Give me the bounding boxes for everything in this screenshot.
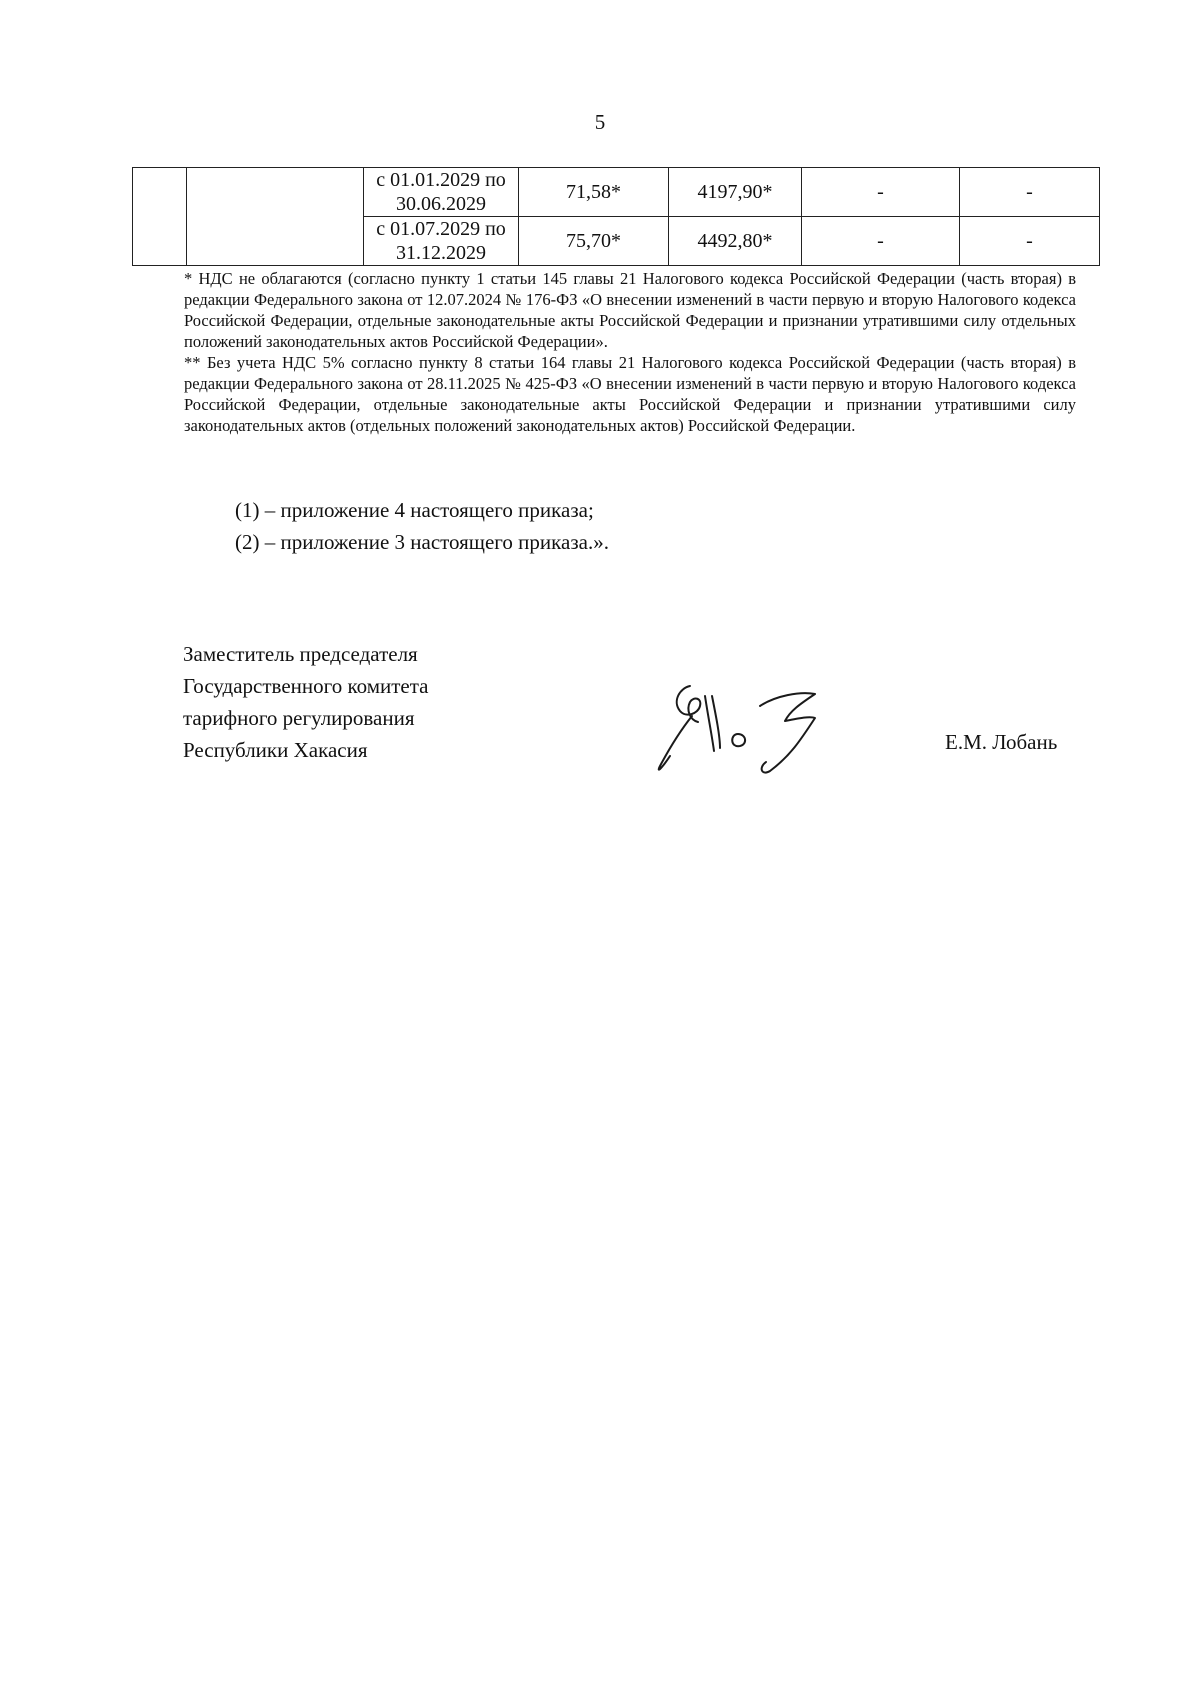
tariff-value-cell: - bbox=[802, 217, 960, 266]
footnote-vat-exempt: * НДС не облагаются (согласно пункту 1 статьи 145 главы 21 Налогового кодекса Российской Федерации (часть вторая) в редакции Федерального закона от 12.07.2024 № 176-ФЗ «О внесении изменений в части первую и вторую Налогового кодекса Российской Федерации, отдельные законодательные акты Российской Федерации и признании утратившими силу отдельных положений законодательных актов Российской Федерации». bbox=[184, 269, 1076, 351]
signer-title bbox=[183, 638, 429, 766]
period-start: с 01.07.2029 по bbox=[376, 218, 506, 240]
footnote-vat-excluded: ** Без учета НДС 5% согласно пункту 8 статьи 164 главы 21 Налогового кодекса Российской Федерации (часть вторая) в редакции Федерального закона от 28.11.2025 № 425-ФЗ «О внесении изменений в части первую и вторую Налогового кодекса Российской Федерации, отдельные законодательные акты Российской Федерации и признании утратившими силу законодательных актов (отдельных положений законодательных актов) Российской Федерации. bbox=[184, 353, 1076, 435]
period-end: 31.12.2029 bbox=[396, 242, 486, 264]
table-cell-empty bbox=[187, 168, 364, 266]
tariff-value-cell: - bbox=[802, 168, 960, 217]
signer-name: Е.М. Лобань bbox=[945, 730, 1058, 754]
period-end: 30.06.2029 bbox=[396, 193, 486, 215]
tariff-value-cell: - bbox=[960, 217, 1100, 266]
signer-title-line: тарифного регулирования bbox=[183, 706, 415, 730]
tariff-value-cell: 4197,90* bbox=[669, 168, 802, 217]
reference-item: (1) – приложение 4 настоящего приказа; bbox=[235, 498, 594, 522]
period-cell bbox=[364, 168, 519, 217]
tariff-value-cell: 75,70* bbox=[519, 217, 669, 266]
signer-title-line: Государственного комитета bbox=[183, 674, 429, 698]
tariff-value-cell: - bbox=[960, 168, 1100, 217]
signer-title-line: Республики Хакасия bbox=[183, 738, 368, 762]
period-start: с 01.01.2029 по bbox=[376, 169, 506, 191]
signer-title-line: Заместитель председателя bbox=[183, 642, 418, 666]
table-row bbox=[133, 168, 1100, 217]
page-number: 5 bbox=[594, 110, 606, 134]
tariff-value-cell: 4492,80* bbox=[669, 217, 802, 266]
period-cell bbox=[364, 217, 519, 266]
tariff-table bbox=[132, 167, 1100, 266]
reference-item: (2) – приложение 3 настоящего приказа.». bbox=[235, 530, 609, 554]
references bbox=[235, 494, 609, 558]
footnotes bbox=[184, 268, 1076, 436]
tariff-value-cell: 71,58* bbox=[519, 168, 669, 217]
table-cell-empty bbox=[133, 168, 187, 266]
handwritten-signature bbox=[650, 656, 850, 786]
